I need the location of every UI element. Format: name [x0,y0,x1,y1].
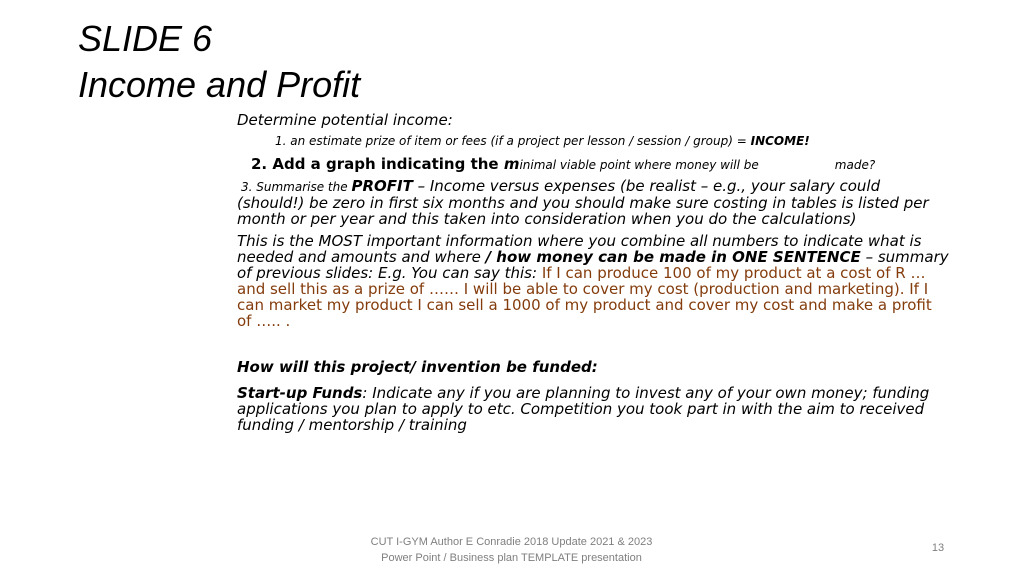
most-important-paragraph [237,233,949,329]
most-important-example: If I can produce 100 of my product at a cost of R … and sell this as a prize of …… I will be able to cover my cost (production and marketing). If I can market my product I can sell a 1000 of my product and cover my cost and make a profit of ….. . [237,264,932,330]
graph-item-2-end: made? [834,158,876,172]
income-item-1-text: 1. an estimate prize of item or fees (if a project per lesson / session / group) = [275,134,751,148]
most-important-text-a: This is the MOST important information where you combine all numbers to indicate what is needed and amounts and where [237,232,922,266]
slide-title-line-1: SLIDE 6 [78,18,213,59]
startup-funds-bold: Start-up Funds [237,384,363,402]
graph-item-2-rest: inimal viable point where money will be [519,158,759,172]
most-important-bold: / how money can be made in ONE SENTENCE [485,248,861,266]
income-item-1-bold: INCOME! [750,134,810,148]
graph-item-2 [251,155,949,174]
page-number: 13 [931,542,945,554]
slide-title-line-2: Income and Profit [78,64,361,105]
income-item-1 [275,133,949,149]
funding-heading: How will this project/ invention be funded: [237,358,598,376]
slide-footer [340,534,683,566]
profit-item-3-bold: PROFIT [351,177,413,195]
slide-title [78,16,360,108]
profit-item-3-text: – Income versus expenses (be realist – e.g., your salary could (should!) be zero in first six months and you should make sure costing in tables is listed per month or per year and this taken into consideration when you do the calculations) [237,177,929,228]
profit-item-3-small: 3. Summarise the [241,180,352,194]
profit-item-3 [237,178,949,227]
footer-line-1: CUT I-GYM Author E Conradie 2018 Update 2021 & 2023 [370,536,653,548]
startup-funds-paragraph [237,385,949,433]
startup-funds-text: : Indicate any if you are planning to invest any of your own money; funding applications you plan to apply to etc. Competition you took part in with the aim to received funding / mentorship / training [237,384,930,434]
most-important-text-b: – summary of previous slides: E.g. You can say this: [237,248,949,282]
footer-line-2: Power Point / Business plan TEMPLATE presentation [381,552,642,564]
determine-income-heading: Determine potential income: [237,111,453,129]
graph-item-2-m: m [503,155,520,173]
graph-item-2-bold: 2. Add a graph indicating the [251,155,504,173]
slide-body [237,112,949,433]
